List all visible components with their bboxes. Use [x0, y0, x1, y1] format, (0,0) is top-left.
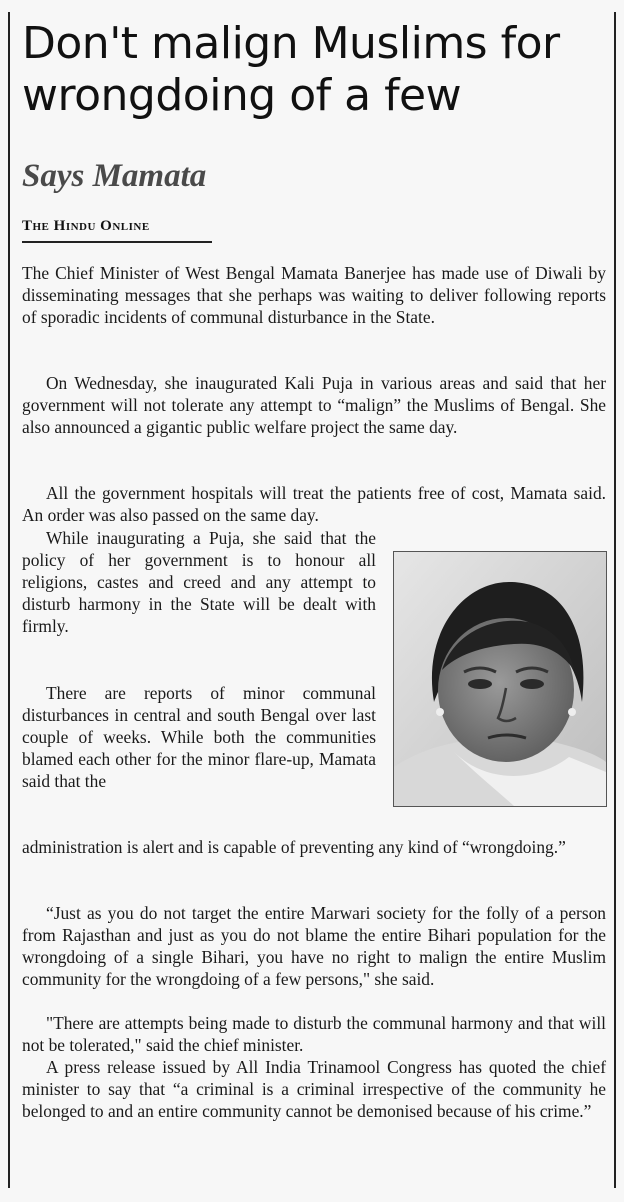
- left-column-rule: [8, 12, 10, 1188]
- source-credit: The Hindu Online: [22, 218, 150, 234]
- portrait-illustration: [394, 552, 606, 806]
- paragraph-5-continued: administration is alert and is capable of preventing any kind of “wrongdoing.”: [22, 837, 566, 857]
- paragraph-3: All the government hospitals will treat the patients free of cost, Mamata said. An order was also passed on the same day.: [22, 483, 606, 525]
- paragraph-7: "There are attempts being made to disturb the communal harmony and that will not be tolerated," said the chief minister.: [22, 1013, 606, 1055]
- paragraph-4: While inaugurating a Puja, she said that the policy of her government is to honour all religions, castes and creed and any attempt to disturb harmony in the State will be dealt with firmly.: [22, 528, 376, 636]
- headline: Don't malign Muslims for wrongdoing of a few: [22, 18, 560, 121]
- paragraph-6: “Just as you do not target the entire Marwari society for the folly of a person from Rajasthan and just as you do not blame the entire Bihari population for the wrongdoing of a single Bihari, you have no right to malign the entire Muslim community for the wrongdoing of a few persons," she said.: [22, 903, 606, 989]
- subheadline: Says Mamata: [22, 158, 207, 194]
- paragraph-2: On Wednesday, she inaugurated Kali Puja in various areas and said that her government will not tolerate any attempt to “malign” the Muslims of Bengal. She also announced a gigantic public welfare project the same day.: [22, 373, 606, 437]
- paragraph-5: There are reports of minor communal disturbances in central and south Bengal over last couple of weeks. While both the communities blamed each other for the minor flare-up, Mamata said that the: [22, 683, 376, 791]
- source-underline: [22, 241, 212, 243]
- portrait-photo: [393, 551, 607, 807]
- paragraph-1: The Chief Minister of West Bengal Mamata Banerjee has made use of Diwali by disseminating messages that she perhaps was waiting to deliver following reports of sporadic incidents of communal disturbance in the State.: [22, 263, 606, 327]
- paragraph-8: A press release issued by All India Trinamool Congress has quoted the chief minister to say that “a criminal is a criminal irrespective of the community he belonged to and an entire community cannot be demonised because of his crime.”: [22, 1057, 606, 1121]
- right-column-rule: [614, 12, 616, 1188]
